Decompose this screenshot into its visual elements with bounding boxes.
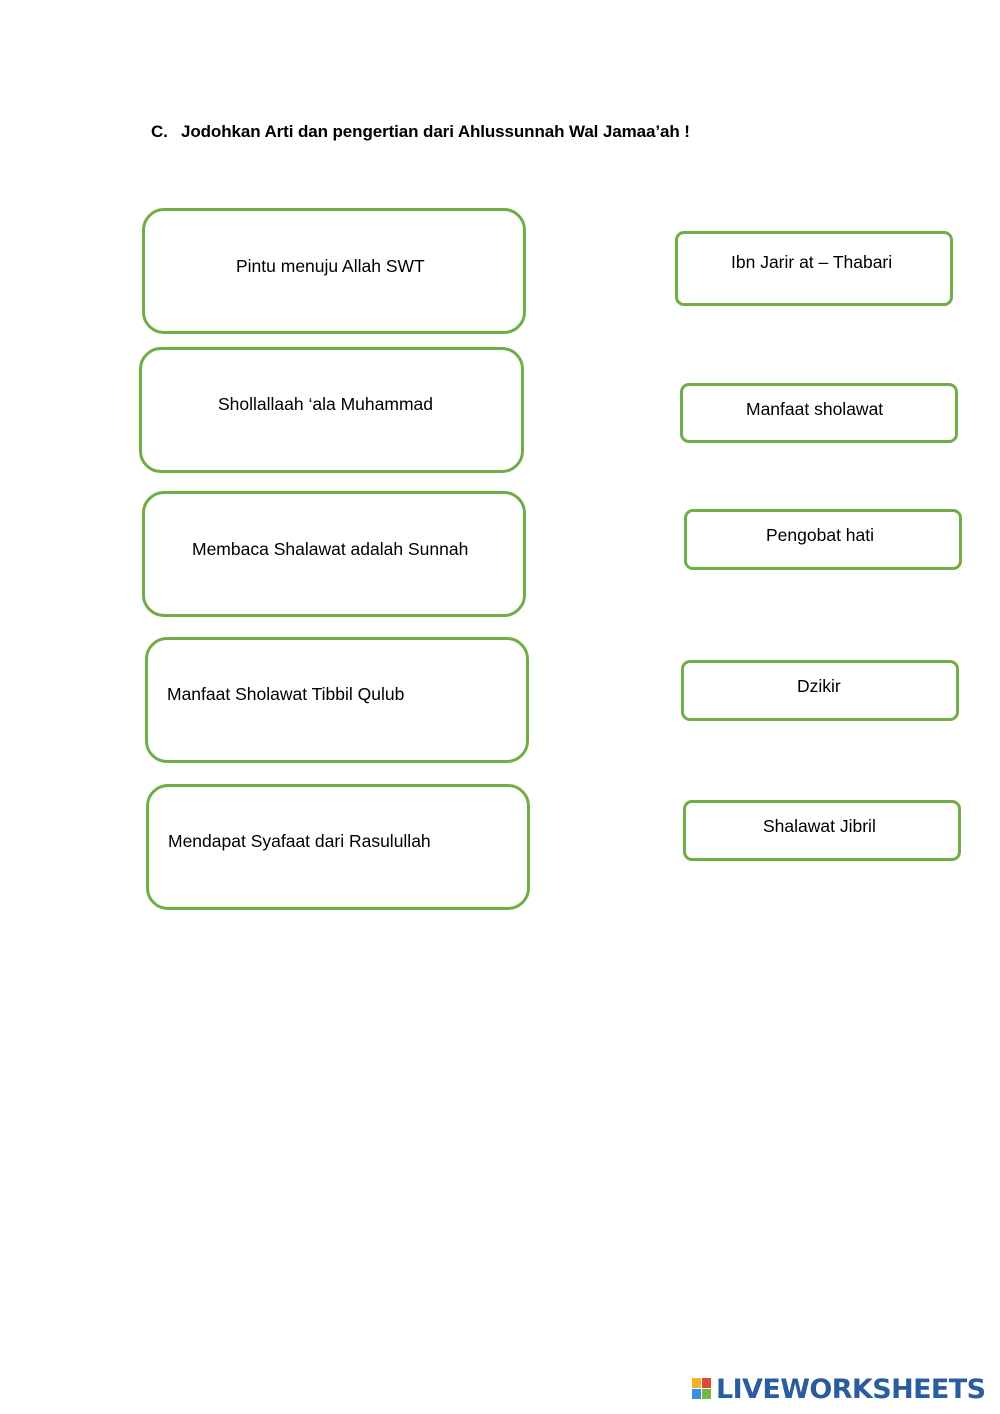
- liveworksheets-logo-icon: [692, 1378, 712, 1400]
- right-match-box-4[interactable]: [681, 660, 959, 721]
- right-match-label: Dzikir: [797, 676, 841, 696]
- left-match-label: Shollallaah ‘ala Muhammad: [218, 394, 433, 414]
- left-match-box-1[interactable]: [142, 208, 526, 334]
- left-match-label: Membaca Shalawat adalah Sunnah: [192, 539, 469, 559]
- question-text: Jodohkan Arti dan pengertian dari Ahlussunnah Wal Jamaa’ah !: [181, 122, 690, 141]
- right-match-box-2[interactable]: [680, 383, 958, 443]
- left-match-box-2[interactable]: [139, 347, 524, 473]
- right-match-box-3[interactable]: [684, 509, 962, 570]
- left-match-label: Pintu menuju Allah SWT: [236, 256, 425, 276]
- right-match-label: Ibn Jarir at – Thabari: [731, 252, 893, 272]
- right-match-label: Pengobat hati: [766, 525, 875, 545]
- left-match-label: Mendapat Syafaat dari Rasulullah: [168, 831, 431, 851]
- left-match-label: Manfaat Sholawat Tibbil Qulub: [167, 684, 405, 704]
- left-match-box-3[interactable]: [142, 491, 526, 617]
- question-number: C.: [151, 122, 168, 141]
- right-match-label: Manfaat sholawat: [746, 399, 884, 419]
- logo-text: LIVEWORKSHEETS: [716, 1374, 986, 1405]
- left-match-box-4[interactable]: [145, 637, 529, 763]
- question-heading: [151, 122, 690, 142]
- left-match-box-5[interactable]: [146, 784, 530, 910]
- right-match-box-1[interactable]: [675, 231, 953, 306]
- right-match-label: Shalawat Jibril: [763, 816, 876, 836]
- right-match-box-5[interactable]: [683, 800, 961, 861]
